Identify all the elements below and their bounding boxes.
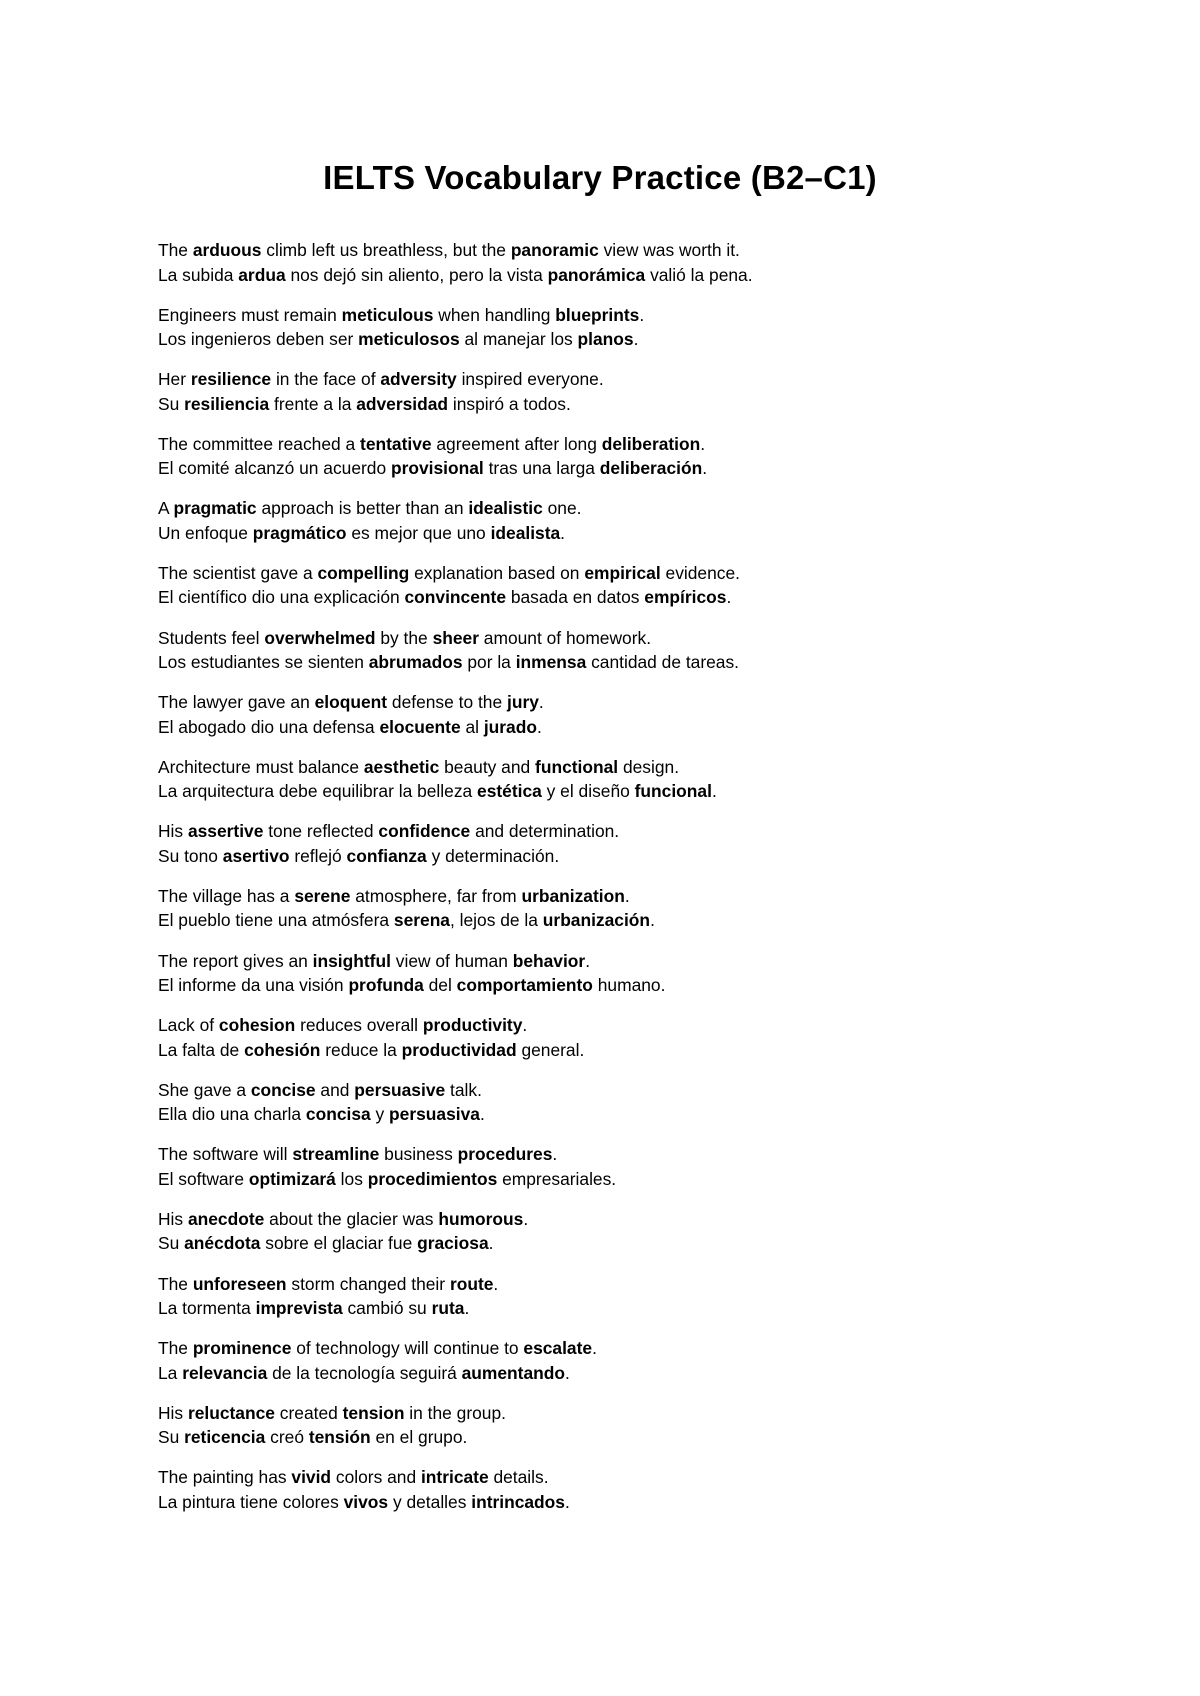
sentence-pair [158, 496, 1158, 561]
sentence-text: of technology will continue to [291, 1338, 524, 1359]
spanish-translation [158, 1038, 1158, 1063]
english-sentence [158, 1013, 1158, 1038]
vocabulary-word: planos [577, 329, 634, 350]
sentence-text: climb left us breathless, but the [261, 240, 511, 260]
sentence-text: El comité alcanzó un acuerdo [158, 458, 391, 479]
sentence-pair [158, 1272, 1158, 1337]
sentence-text: The [158, 240, 193, 260]
sentence-text: y el diseño [541, 781, 635, 802]
vocabulary-word: asertivo [222, 845, 290, 866]
sentence-text: frente a la [269, 393, 357, 414]
vocabulary-word: empirical [584, 562, 661, 583]
vocabulary-word: adversity [380, 369, 457, 390]
sentence-pair [158, 367, 1158, 432]
spanish-translation [158, 1425, 1158, 1450]
vocabulary-word: idealista [490, 522, 561, 543]
vocabulary-word: deliberación [599, 458, 703, 479]
sentence-text: beauty and [439, 756, 536, 777]
vocabulary-word: intrincados [471, 1491, 565, 1512]
sentence-text: tras una larga [483, 458, 600, 479]
vocabulary-word: comportamiento [456, 975, 593, 996]
vocabulary-word: reticencia [184, 1427, 266, 1448]
sentence-text: valió la pena. [645, 264, 753, 285]
vocabulary-word: provisional [390, 458, 484, 479]
sentence-text: . [464, 1298, 470, 1318]
vocabulary-word: jurado [483, 716, 537, 737]
sentence-text: Ella dio una charla [158, 1104, 306, 1125]
vocabulary-word: concise [250, 1079, 316, 1100]
sentence-text: tone reflected [263, 821, 379, 842]
sentence-text: . [639, 304, 645, 325]
sentence-text: . [650, 910, 655, 931]
vocabulary-word: arduous [192, 240, 262, 260]
sentence-text: al manejar los [459, 329, 578, 350]
sentence-text: . [592, 1338, 597, 1359]
sentence-text: La pintura tiene colores [158, 1491, 344, 1512]
sentence-pair [158, 819, 1158, 884]
vocabulary-word: vivos [343, 1491, 389, 1512]
sentence-text: . [479, 1104, 485, 1125]
english-sentence [158, 1207, 1158, 1232]
english-sentence [158, 561, 1158, 586]
sentence-pair [158, 1336, 1158, 1401]
sentence-text: about the glacier was [264, 1208, 439, 1229]
spanish-translation [158, 392, 1158, 417]
sentence-text: Los ingenieros deben ser [158, 329, 359, 350]
spanish-translation [158, 844, 1158, 869]
sentence-text: amount of homework. [478, 627, 652, 648]
vocabulary-word: meticulosos [358, 329, 460, 350]
english-sentence [158, 626, 1158, 651]
vocabulary-word: profunda [348, 975, 424, 996]
sentence-text: y detalles [388, 1491, 472, 1512]
sentence-text: business [379, 1144, 458, 1165]
sentence-text: El software [158, 1168, 249, 1189]
sentence-pair [158, 1142, 1158, 1207]
sentence-text: Lack of [158, 1015, 219, 1036]
vocabulary-word: panoramic [510, 240, 599, 260]
sentence-text: atmosphere, far from [350, 885, 522, 906]
sentence-text: The scientist gave a [158, 562, 318, 583]
sentence-text: . [564, 1491, 570, 1512]
vocabulary-word: concisa [305, 1104, 371, 1125]
english-sentence [158, 238, 1158, 263]
vocabulary-word: vivid [291, 1467, 332, 1488]
vocabulary-word: cohesión [244, 1039, 321, 1060]
sentence-text: details. [488, 1467, 549, 1488]
vocabulary-word: serene [294, 885, 351, 906]
sentence-text: El pueblo tiene una atmósfera [158, 910, 394, 931]
sentence-text: creó [265, 1427, 309, 1448]
sentence-text: Engineers must remain [158, 304, 342, 325]
sentence-text: humano. [592, 975, 666, 996]
vocabulary-word: cohesion [218, 1015, 296, 1036]
vocabulary-word: escalate [523, 1338, 593, 1359]
sentence-text: His [158, 1208, 188, 1229]
sentence-text: storm changed their [286, 1273, 450, 1294]
vocabulary-word: deliberation [601, 433, 701, 454]
english-sentence [158, 1465, 1158, 1490]
sentence-text: nos dejó sin aliento, pero la vista [285, 264, 548, 285]
sentence-text: . [633, 329, 639, 350]
sentence-text: when handling [433, 304, 556, 325]
spanish-translation [158, 585, 1158, 610]
sentence-text: . [700, 433, 706, 454]
sentence-text: The lawyer gave an [158, 692, 315, 713]
vocabulary-word: aumentando [461, 1362, 566, 1383]
sentence-text: and [315, 1079, 355, 1100]
vocabulary-word: persuasiva [389, 1104, 480, 1125]
vocabulary-word: productividad [401, 1039, 517, 1060]
vocabulary-word: jury [506, 692, 539, 713]
sentence-text: . [493, 1273, 499, 1294]
sentence-text: reduces overall [295, 1015, 423, 1036]
sentence-text: approach is better than an [256, 498, 469, 519]
sentence-text: cambió su [342, 1298, 432, 1318]
sentence-text: in the face of [271, 369, 381, 390]
sentence-text: Un enfoque [158, 522, 253, 543]
vocabulary-word: elocuente [379, 716, 461, 737]
vocabulary-word: behavior [512, 950, 586, 971]
vocabulary-word: funcional [634, 781, 712, 802]
vocabulary-word: estética [477, 781, 542, 802]
sentence-text: The software will [158, 1144, 293, 1165]
sentence-text: one. [542, 498, 582, 519]
vocabulary-word: humorous [438, 1208, 524, 1229]
vocabulary-word: adversidad [356, 393, 449, 414]
english-sentence [158, 1401, 1158, 1426]
vocabulary-word: resiliencia [184, 393, 270, 414]
sentence-text: al [460, 716, 484, 737]
sentence-text: empresariales. [497, 1168, 617, 1189]
vocabulary-word: aesthetic [363, 756, 440, 777]
vocabulary-word: unforeseen [192, 1273, 287, 1294]
vocabulary-word: streamline [292, 1144, 380, 1165]
sentence-text: His [158, 821, 188, 842]
vocabulary-word: eloquent [314, 692, 388, 713]
sentence-text: general. [516, 1039, 585, 1060]
vocabulary-word: anecdote [187, 1208, 265, 1229]
vocabulary-word: tensión [308, 1427, 371, 1448]
spanish-translation [158, 779, 1158, 804]
vocabulary-word: optimizará [248, 1168, 336, 1189]
sentence-text: es mejor que uno [346, 522, 491, 543]
sentence-text: Su [158, 1233, 185, 1254]
vocabulary-word: abrumados [368, 652, 463, 673]
sentence-text: defense to the [387, 692, 507, 713]
sentence-text: Architecture must balance [158, 756, 364, 777]
vocabulary-word: procedures [457, 1144, 553, 1165]
sentence-pair [158, 1465, 1158, 1530]
sentence-text: y determinación. [426, 845, 560, 866]
sentence-text: en el grupo. [370, 1427, 468, 1448]
sentence-text: colors and [331, 1467, 421, 1488]
sentence-text: basada en datos [506, 587, 645, 608]
sentence-text: The report gives an [158, 950, 313, 971]
vocabulary-word: ruta [431, 1298, 465, 1318]
sentence-text: His [158, 1402, 188, 1423]
sentence-text: . [702, 458, 708, 479]
sentence-text: She gave a [158, 1079, 251, 1100]
spanish-translation [158, 327, 1158, 352]
vocabulary-word: idealistic [468, 498, 543, 519]
sentence-text: Los estudiantes se sienten [158, 652, 369, 673]
sentence-text: . [565, 1362, 570, 1383]
page-title: IELTS Vocabulary Practice (B2–C1) [323, 159, 877, 196]
vocabulary-word: inmensa [515, 652, 587, 673]
vocabulary-word: serena [393, 910, 450, 931]
vocabulary-word: intricate [420, 1467, 489, 1488]
sentence-pair [158, 884, 1158, 949]
sentence-text: . [624, 885, 630, 906]
sentence-pair [158, 949, 1158, 1014]
english-sentence [158, 1078, 1158, 1103]
sentence-text: . [711, 781, 717, 802]
sentence-text: evidence. [660, 562, 740, 583]
sentence-text: reduce la [320, 1039, 402, 1060]
sentence-text: , lejos de la [449, 910, 543, 931]
sentence-text: agreement after long [431, 433, 602, 454]
sentence-text: La [158, 1362, 183, 1383]
vocabulary-word: compelling [317, 562, 410, 583]
sentence-text: . [726, 587, 732, 608]
sentence-text: por la [462, 652, 516, 673]
vocabulary-word: tension [342, 1402, 405, 1423]
english-sentence [158, 1336, 1158, 1361]
sentence-pair [158, 626, 1158, 691]
sentence-text: talk. [445, 1079, 482, 1100]
sentence-text: los [335, 1168, 368, 1189]
sentence-pair [158, 755, 1158, 820]
sentence-text: cantidad de tareas. [586, 652, 740, 673]
sentence-pair [158, 238, 1158, 303]
spanish-translation [158, 1102, 1158, 1127]
sentence-text: reflejó [289, 845, 347, 866]
vocabulary-word: prominence [192, 1338, 292, 1359]
english-sentence [158, 690, 1158, 715]
sentence-text: La tormenta [158, 1298, 256, 1318]
spanish-translation [158, 1231, 1158, 1256]
sentence-text: . [538, 692, 544, 713]
vocabulary-word: meticulous [341, 304, 434, 325]
vocabulary-word: sheer [432, 627, 479, 648]
sentence-text: inspired everyone. [456, 369, 604, 390]
sentence-text: . [522, 1015, 528, 1036]
sentence-pair [158, 690, 1158, 755]
sentence-text: The [158, 1338, 193, 1359]
vocabulary-word: persuasive [354, 1079, 446, 1100]
sentence-text: . [552, 1144, 558, 1165]
sentence-text: sobre el glaciar fue [260, 1233, 418, 1254]
vocabulary-word: route [449, 1273, 494, 1294]
vocabulary-word: productivity [422, 1015, 523, 1036]
sentence-text: The village has a [158, 885, 295, 906]
spanish-translation [158, 715, 1158, 740]
vocabulary-word: relevancia [182, 1362, 268, 1383]
spanish-translation [158, 1490, 1158, 1515]
sentence-text: in the group. [404, 1402, 506, 1423]
sentence-text: view was worth it. [598, 240, 740, 260]
vocabulary-word: empíricos [644, 587, 727, 608]
vocabulary-word: overwhelmed [264, 627, 376, 648]
spanish-translation [158, 1167, 1158, 1192]
vocabulary-word: panorámica [547, 264, 646, 285]
vocabulary-word: pragmatic [173, 498, 257, 519]
sentence-text: . [585, 950, 591, 971]
sentence-pair [158, 561, 1158, 626]
sentence-pair-list [158, 238, 1158, 1530]
spanish-translation [158, 908, 1158, 933]
vocabulary-word: functional [535, 756, 619, 777]
sentence-text: The painting has [158, 1467, 292, 1488]
english-sentence [158, 819, 1158, 844]
english-sentence [158, 884, 1158, 909]
sentence-text: . [560, 522, 566, 543]
spanish-translation [158, 1296, 1158, 1321]
vocabulary-word: procedimientos [367, 1168, 498, 1189]
vocabulary-word: tentative [360, 433, 432, 454]
sentence-text: Su tono [158, 845, 223, 866]
sentence-text: A [158, 498, 174, 519]
vocabulary-word: resilience [190, 369, 272, 390]
sentence-text: explanation based on [409, 562, 585, 583]
sentence-text: El informe da una visión [158, 975, 349, 996]
sentence-text: Students feel [158, 627, 265, 648]
sentence-text: created [274, 1402, 343, 1423]
vocabulary-word: urbanización [542, 910, 651, 931]
english-sentence [158, 949, 1158, 974]
vocabulary-word: assertive [187, 821, 264, 842]
english-sentence [158, 432, 1158, 457]
sentence-text: El abogado dio una defensa [158, 716, 380, 737]
spanish-translation [158, 456, 1158, 481]
spanish-translation [158, 1361, 1158, 1386]
vocabulary-word: convincente [404, 587, 506, 608]
vocabulary-word: insightful [312, 950, 391, 971]
english-sentence [158, 1272, 1158, 1297]
sentence-text: del [423, 975, 457, 996]
sentence-text: . [523, 1208, 529, 1229]
vocabulary-word: blueprints [555, 304, 640, 325]
sentence-pair [158, 1401, 1158, 1466]
vocabulary-word: confianza [346, 845, 427, 866]
english-sentence [158, 1142, 1158, 1167]
sentence-pair [158, 1013, 1158, 1078]
vocabulary-word: imprevista [255, 1298, 343, 1318]
vocabulary-word: anécdota [184, 1233, 261, 1254]
sentence-text: La arquitectura debe equilibrar la belleza [158, 781, 478, 802]
vocabulary-word: confidence [378, 821, 471, 842]
spanish-translation [158, 263, 1158, 288]
sentence-text: The committee reached a [158, 433, 361, 454]
sentence-text: view of human [390, 950, 513, 971]
english-sentence [158, 755, 1158, 780]
vocabulary-word: pragmático [252, 522, 347, 543]
sentence-text: . [536, 716, 542, 737]
sentence-text: La falta de [158, 1039, 245, 1060]
spanish-translation [158, 650, 1158, 675]
sentence-text: de la tecnología seguirá [267, 1362, 462, 1383]
sentence-text: y [370, 1104, 390, 1125]
sentence-pair [158, 303, 1158, 368]
sentence-text: Her [158, 369, 191, 390]
vocabulary-word: reluctance [187, 1402, 275, 1423]
sentence-text: The [158, 1273, 193, 1294]
spanish-translation [158, 973, 1158, 998]
sentence-text: Su [158, 1427, 185, 1448]
sentence-pair [158, 1207, 1158, 1272]
english-sentence [158, 496, 1158, 521]
vocabulary-word: urbanization [521, 885, 625, 906]
sentence-text: Su [158, 393, 185, 414]
sentence-text: . [488, 1233, 494, 1254]
spanish-translation [158, 521, 1158, 546]
sentence-text: La subida [158, 264, 239, 285]
english-sentence [158, 303, 1158, 328]
sentence-pair [158, 432, 1158, 497]
vocabulary-word: ardua [238, 264, 286, 285]
sentence-text: inspiró a todos. [448, 393, 571, 414]
sentence-pair [158, 1078, 1158, 1143]
sentence-text: El científico dio una explicación [158, 587, 405, 608]
sentence-text: by the [375, 627, 433, 648]
sentence-text: design. [618, 756, 680, 777]
sentence-text: and determination. [470, 821, 620, 842]
vocabulary-word: graciosa [417, 1233, 489, 1254]
english-sentence [158, 367, 1158, 392]
